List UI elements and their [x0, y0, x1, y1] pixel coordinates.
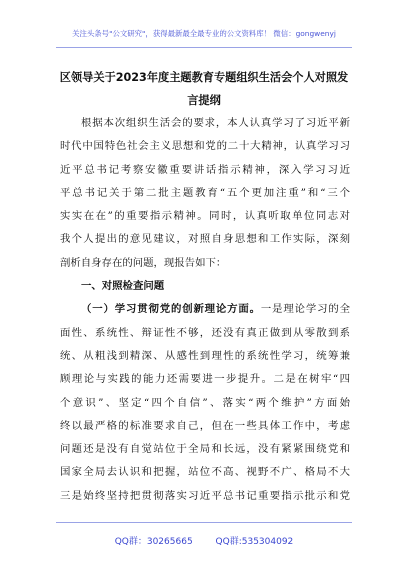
document-title-line-2: 言提纲: [187, 94, 221, 107]
paragraph-1-line: 实实在在”的重要指示精神。同时，认真听取单位同志对: [60, 210, 350, 223]
footer-divider: [56, 522, 352, 523]
footer-qq-group-2[interactable]: QQ群:535304092: [215, 537, 294, 547]
footer-qq-group-1[interactable]: QQ群：30265665: [114, 537, 193, 547]
paragraph-2-line: 个意识”、坚定“四个自信”、落实“两个维护”方面始: [60, 396, 350, 409]
section-1-heading: 一、对照检查问题: [81, 280, 165, 293]
paragraph-1-line: 平总书记关于第二批主题教育“五个更加注重”和“三个: [60, 186, 350, 199]
paragraph-2-line: 统、从粗浅到精深、从感性到理性的系统性学习，统筹兼: [60, 349, 350, 362]
paragraph-1-line: 剖析自身存在的问题，现报告如下：: [60, 256, 227, 269]
paragraph-2-line: 三是始终坚持把贯彻落实习近平总书记重要指示批示和党: [60, 489, 350, 502]
paragraph-2-line: 问题还是没有自觉站位于全局和长远，没有紧紧围绕党和: [60, 443, 350, 456]
paragraph-2-line: 顾理论与实践的能力还需要进一步提升。二是在树牢“四: [60, 373, 350, 386]
header-banner-link[interactable]: 关注头条号"公文研究"，获得最新最全最专业的公文资料库！ 微信：gongwenyj: [72, 29, 336, 38]
paragraph-2-line: 终以最严格的标准要求自己，但在一些具体工作中，考虑: [60, 419, 350, 432]
paragraph-1-line: 我个人提出的意见建议，对照自身思想和工作实际，深刻: [60, 233, 350, 246]
document-title-line-1: 区领导关于2023年度主题教育专题组织生活会个人对照发: [59, 71, 349, 84]
paragraph-1-line: 近平总书记考察安徽重要讲话指示精神，深入学习习近: [60, 163, 350, 176]
paragraph-1-line: 时代中国特色社会主义思想和党的二十大精神，认真学习习: [60, 140, 350, 153]
document-title: [58, 66, 350, 112]
document-body: [60, 112, 350, 508]
header-banner[interactable]: [0, 28, 408, 39]
paragraph-2-line: 面性、系统性、辩证性不够，还没有真正做到从零散到系: [60, 326, 350, 339]
paragraph-2-line: 国家全局去认识和把握，站位不高、视野不广、格局不大: [60, 466, 350, 479]
header-divider: [56, 47, 352, 48]
subsection-1-first-line-rest: 一是理论学习的全: [260, 303, 350, 316]
subsection-1-first-line: [60, 298, 350, 321]
footer: [0, 534, 408, 547]
subsection-1-heading: （一）学习贯彻党的创新理论方面。: [81, 303, 261, 316]
paragraph-1-line: 根据本次组织生活会的要求，本人认真学习了习近平新: [81, 117, 350, 129]
